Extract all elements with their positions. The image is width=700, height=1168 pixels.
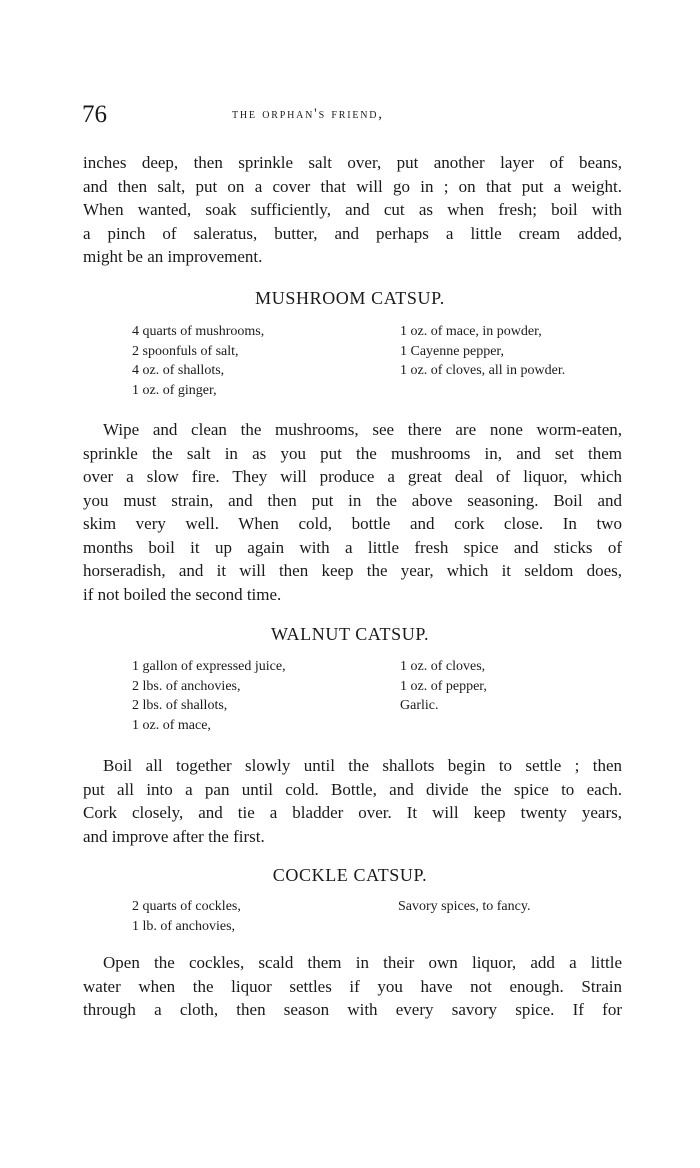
- text-line: water when the liquor settles if you have not enough. Strain: [83, 976, 622, 996]
- text-line: skim very well. When cold, bottle and cork close. In two: [83, 514, 622, 533]
- text-line: sprinkle the salt in as you put the mushrooms in, and set them: [83, 443, 622, 463]
- text-line: When wanted, soak sufficiently, and cut as when fresh; boil with: [83, 200, 622, 219]
- ingredient-item: 2 lbs. of shallots,: [132, 698, 228, 713]
- recipe-title-mushroom: MUSHROOM CATSUP.: [255, 288, 445, 308]
- text-line: Wipe and clean the mushrooms, see there are none worm-eaten,: [103, 420, 622, 439]
- text-line: a pinch of saleratus, butter, and perhaps a little cream added,: [83, 223, 622, 243]
- ingredients-right-cockle: [398, 897, 530, 917]
- recipe-paragraph-cockle: [83, 951, 622, 1022]
- text-line: might be an improvement.: [83, 247, 263, 266]
- ingredient-item: 1 oz. of mace,: [132, 717, 211, 733]
- text-line: through a cloth, then season with every savory spice. If for: [83, 1000, 622, 1019]
- ingredient-item: 2 spoonfuls of salt,: [132, 343, 239, 359]
- text-line: put all into a pan until cold. Bottle, and divide the spice to each.: [83, 779, 622, 799]
- text-line: and improve after the first.: [83, 826, 265, 846]
- recipe-paragraph-walnut: [83, 754, 622, 848]
- ingredient-item: 4 oz. of shallots,: [132, 363, 225, 378]
- text-line: Boil all together slowly until the shallots begin to settle ; then: [103, 756, 622, 775]
- page-header: [82, 100, 622, 130]
- ingredient-item: Savory spices, to fancy.: [398, 899, 531, 914]
- ingredient-item: 1 lb. of anchovies,: [132, 918, 236, 934]
- ingredients-left-walnut: [132, 657, 286, 735]
- text-line: you must strain, and then put in the above seasoning. Boil and: [83, 490, 622, 510]
- recipe-title-walnut: WALNUT CATSUP.: [270, 624, 430, 644]
- text-line: inches deep, then sprinkle salt over, put another layer of beans,: [83, 153, 622, 172]
- ingredients-left-mushroom: [132, 322, 264, 400]
- ingredient-item: 2 lbs. of anchovies,: [132, 678, 241, 694]
- running-title: the orphan's friend,: [232, 106, 384, 122]
- recipe-title-cockle: COCKLE CATSUP.: [272, 865, 428, 885]
- ingredient-item: 1 oz. of cloves, all in powder.: [400, 363, 566, 378]
- text-line: over a slow fire. They will produce a great deal of liquor, which: [83, 467, 622, 486]
- ingredients-right-mushroom: [400, 322, 565, 381]
- ingredient-item: 1 Cayenne pepper,: [400, 343, 505, 359]
- text-line: if not boiled the second time.: [83, 584, 282, 604]
- ingredient-item: 1 oz. of pepper,: [400, 678, 487, 694]
- text-line: months boil it up again with a little fresh spice and sticks of: [83, 537, 622, 557]
- ingredient-item: 2 quarts of cockles,: [132, 899, 241, 914]
- ingredient-item: 1 oz. of ginger,: [132, 382, 217, 398]
- ingredients-right-walnut: [400, 657, 487, 716]
- text-line: Cork closely, and tie a bladder over. It will keep twenty years,: [83, 803, 622, 822]
- intro-paragraph: [83, 151, 622, 269]
- recipe-paragraph-mushroom: [83, 418, 622, 606]
- page-number: 76: [82, 101, 107, 128]
- ingredient-item: 1 oz. of cloves,: [400, 659, 486, 674]
- ingredient-item: 4 quarts of mushrooms,: [132, 324, 265, 339]
- ingredient-item: Garlic.: [400, 698, 439, 713]
- text-line: and then salt, put on a cover that will go in ; on that put a weight.: [83, 176, 622, 196]
- text-line: horseradish, and it will then keep the year, which it seldom does,: [83, 561, 622, 580]
- ingredient-item: 1 oz. of mace, in powder,: [400, 324, 542, 339]
- text-line: Open the cockles, scald them in their own liquor, add a little: [103, 953, 622, 972]
- ingredient-item: 1 gallon of expressed juice,: [132, 659, 286, 674]
- ingredients-left-cockle: [132, 897, 241, 936]
